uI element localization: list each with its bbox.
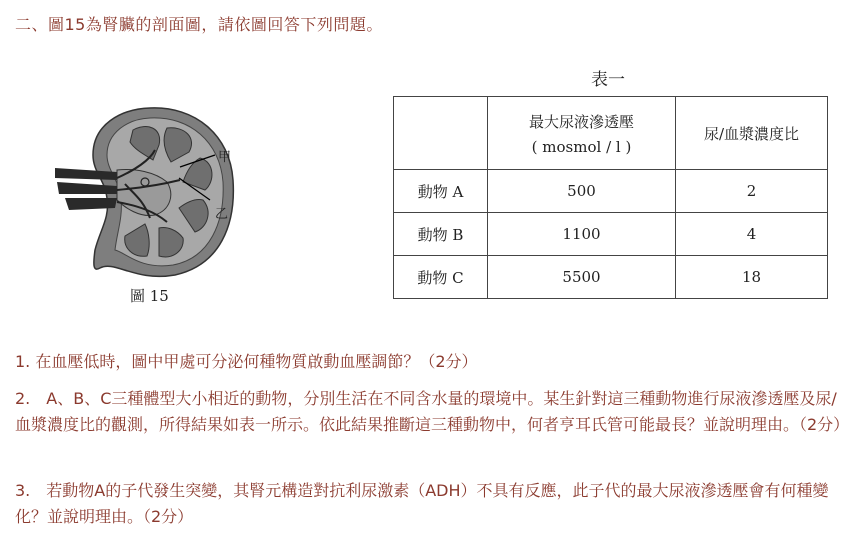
table-cell: 4 — [676, 213, 828, 256]
label-jia: 甲 — [218, 150, 232, 165]
figure-caption: 圖 15 — [130, 287, 169, 305]
table-title: 表一 — [591, 70, 625, 90]
question-2: 2. A、B、C三種體型大小相近的動物，分別生活在不同含水量的環境中。某生針對這三種動物進行尿液滲透壓及尿/血漿濃度比的觀測，所得結果如表一所示。依此結果推斷這三種動物中，何者亨耳氏管可能最長？並說明理由。（2分） — [15, 389, 850, 434]
header-max-osmolarity: 最大尿液滲透壓 — [528, 112, 634, 131]
table-header-cell: 尿/血漿濃度比 — [676, 97, 828, 170]
question-1: 1. 在血壓低時，圖中甲處可分泌何種物質啟動血壓調節？（2分） — [15, 352, 478, 371]
table-cell: 18 — [676, 256, 828, 299]
table-cell: 動物 A — [394, 170, 488, 213]
table-row — [394, 256, 828, 299]
table-row — [394, 213, 828, 256]
table-row — [394, 170, 828, 213]
table-cell: 500 — [488, 170, 676, 213]
header-unit: ( mosmol / l ) — [531, 137, 632, 156]
table-cell: 5500 — [488, 256, 676, 299]
table-cell: 2 — [676, 170, 828, 213]
table-cell: 動物 B — [394, 213, 488, 256]
table-cell: 1100 — [488, 213, 676, 256]
question-3: 3. 若動物A的子代發生突變，其腎元構造對抗利尿激素（ADH）不具有反應，此子代的最大尿液滲透壓會有何種變化？並說明理由。（2分） — [15, 481, 829, 526]
table-cell: 動物 C — [394, 256, 488, 299]
question-title: 二、圖15為腎臟的剖面圖，請依圖回答下列問題。 — [15, 15, 383, 34]
table-header-cell — [488, 97, 676, 170]
data-table — [393, 96, 828, 299]
table-header-row — [394, 97, 828, 170]
label-yi: 乙 — [215, 207, 229, 222]
table-header-cell — [394, 97, 488, 170]
